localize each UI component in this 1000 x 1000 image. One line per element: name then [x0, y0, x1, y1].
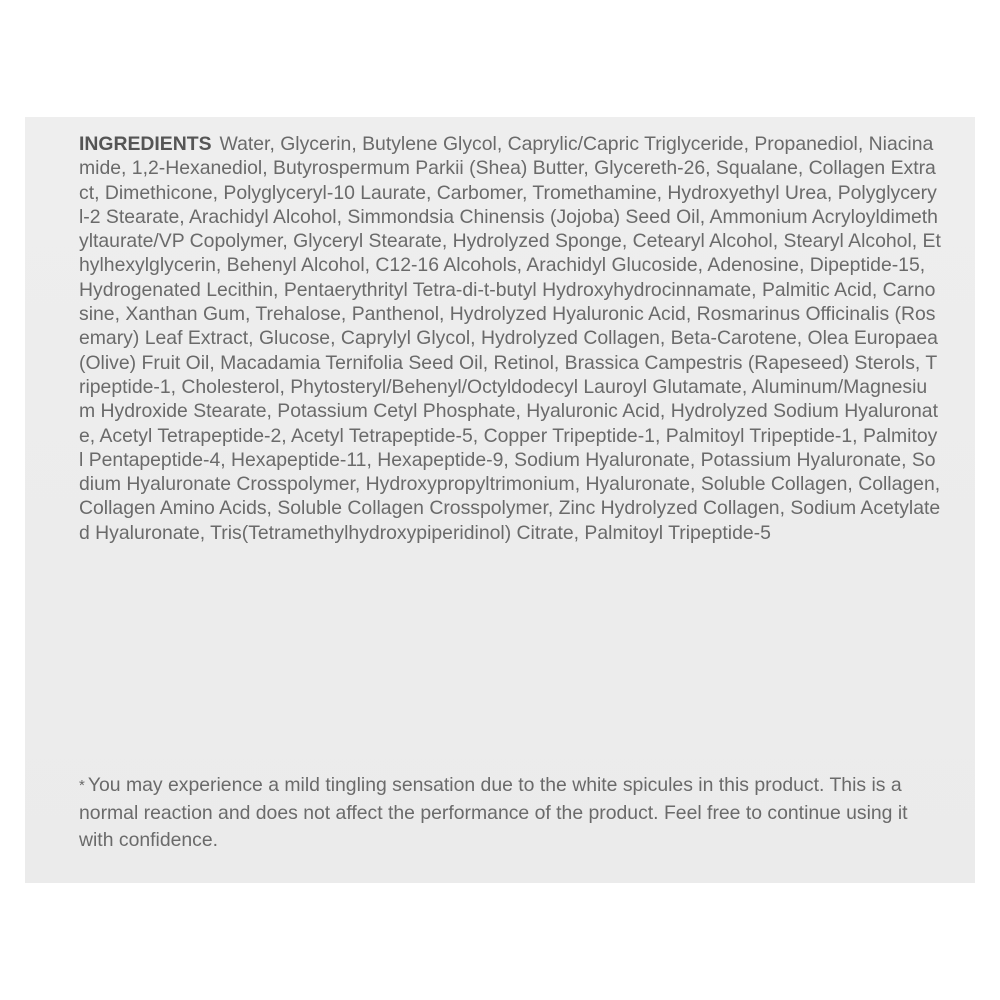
note-text: You may experience a mild tingling sensation due to the white spicules in this product. This is a normal reaction and does not affect the performance of the product. Feel free to continue using it with confidence.: [79, 774, 908, 851]
ingredients-label: INGREDIENTS: [79, 133, 212, 155]
spicules-note: [79, 772, 941, 855]
ingredients-list: Water, Glycerin, Butylene Glycol, Caprylic/Capric Triglyceride, Propanediol, Niacinamide, 1,2-Hexanediol, Butyrospermum Parkii (Shea) Butter, Glycereth-26, Squalane, Collagen Extract, Dimethicone, Polyglyceryl-10 Laurate, Carbomer, Tromethamine, Hydroxyethyl Urea, Polyglyceryl-2 Stearate, Arachidyl Alcohol, Simmondsia Chinensis (Jojoba) Seed Oil, Ammonium Acryloyldimethyltaurate/VP Copolymer, Glyceryl Stearate, Hydrolyzed Sponge, Cetearyl Alcohol, Stearyl Alcohol, Ethylhexylglycerin, Behenyl Alcohol, C12-16 Alcohols, Arachidyl Glucoside, Adenosine, Dipeptide-15, Hydrogenated Lecithin, Pentaerythrityl Tetra-di-t-butyl Hydroxyhydrocinnamate, Palmitic Acid, Carnosine, Xanthan Gum, Trehalose, Panthenol, Hydrolyzed Hyaluronic Acid, Rosmarinus Officinalis (Rosemary) Leaf Extract, Glucose, Caprylyl Glycol, Hydrolyzed Collagen, Beta-Carotene, Olea Europaea (Olive) Fruit Oil, Macadamia Ternifolia Seed Oil, Retinol, Brassica Campestris (Rapeseed) Sterols, Tripeptide-1, Cholesterol, Phytosteryl/Behenyl/Octyldodecyl Lauroyl Glutamate, Aluminum/Magnesium Hydroxide Stearate, Potassium Cetyl Phosphate, Hyaluronic Acid, Hydrolyzed Sodium Hyaluronate, Acetyl Tetrapeptide-2, Acetyl Tetrapeptide-5, Copper Tripeptide-1, Palmitoyl Tripeptide-1, Palmitoyl Pentapeptide-4, Hexapeptide-11, Hexapeptide-9, Sodium Hyaluronate, Potassium Hyaluronate, Sodium Hyaluronate Crosspolymer, Hydroxypropyltrimonium, Hyaluronate, Soluble Collagen, Collagen, Collagen Amino Acids, Soluble Collagen Crosspolymer, Zinc Hydrolyzed Collagen, Sodium Acetylated Hyaluronate, Tris(Tetramethylhydroxypiperidinol) Citrate, Palmitoyl Tripeptide-5: [79, 133, 941, 544]
ingredients-paragraph: [79, 132, 941, 545]
note-asterisk: *: [79, 777, 85, 794]
ingredients-panel: [25, 117, 975, 883]
